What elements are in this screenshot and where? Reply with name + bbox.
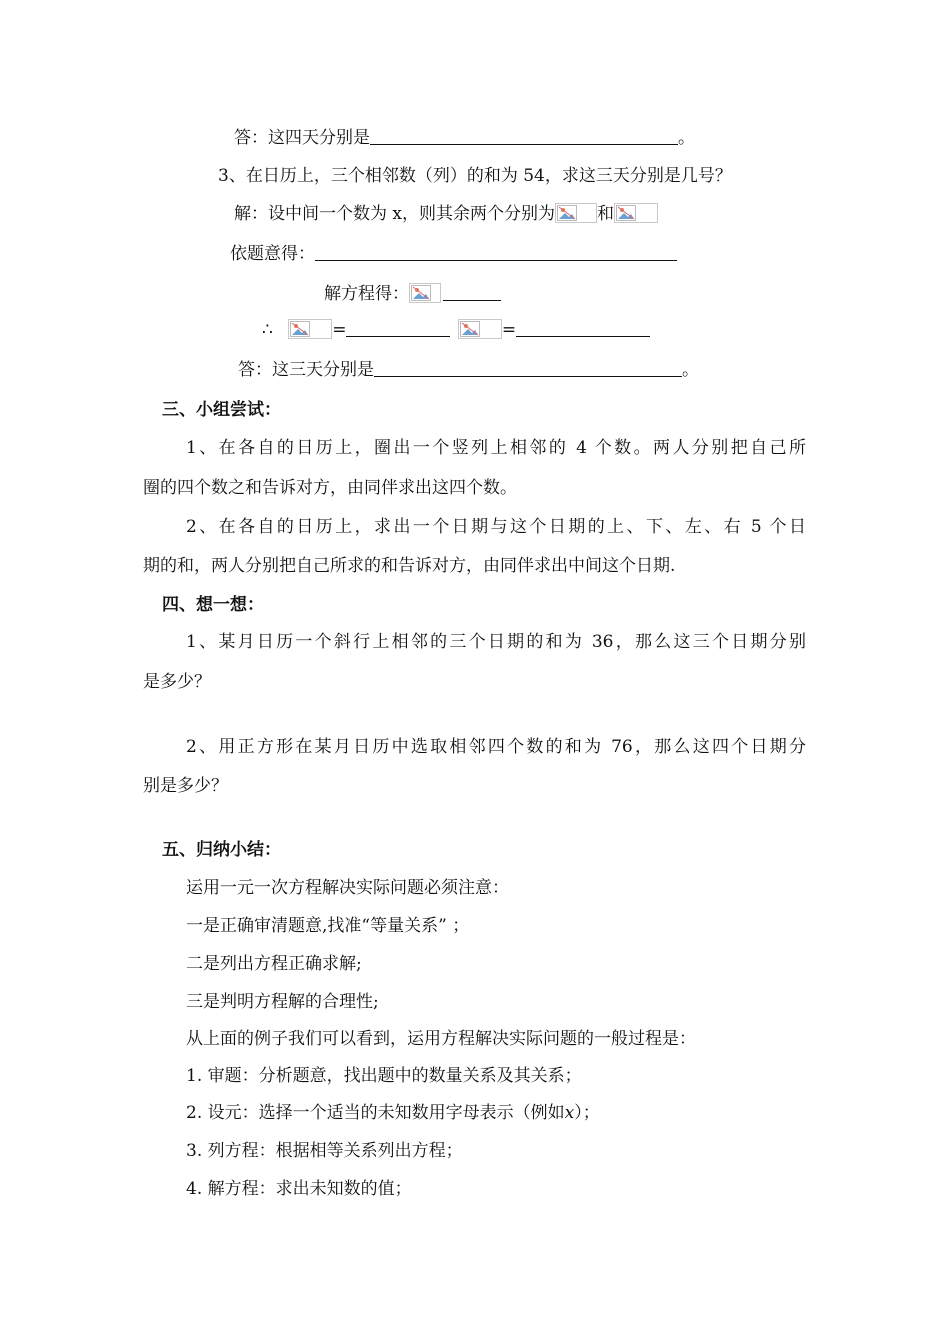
broken-image-icon bbox=[409, 283, 441, 303]
section-heading-think: 四、想一想： bbox=[162, 595, 264, 615]
question-3: 3、在日历上，三个相邻数（列）的和为 54，求这三天分别是几号？ bbox=[218, 166, 732, 186]
broken-image-icon bbox=[288, 319, 332, 339]
broken-image-icon bbox=[555, 203, 597, 223]
therefore-line bbox=[262, 318, 650, 342]
and-text: 和 bbox=[597, 204, 614, 224]
answer-suffix: 。 bbox=[682, 360, 699, 380]
solution-text: 解：设中间一个数为 x，则其余两个分别为 bbox=[234, 204, 555, 224]
summary-line: 运用一元一次方程解决实际问题必须注意： bbox=[186, 878, 509, 898]
step-line: 4. 解方程：求出未知数的值； bbox=[186, 1179, 412, 1199]
question-line: 别是多少？ bbox=[143, 776, 228, 796]
answer-blank bbox=[374, 360, 682, 377]
answer-four-days bbox=[234, 126, 695, 150]
step-text-end: ）； bbox=[574, 1103, 600, 1123]
question-line: 2、用正方形在某月日历中选取相邻四个数的和为 76，那么这四个日期分 bbox=[186, 737, 806, 757]
question-line: 1、某月日历一个斜行上相邻的三个日期的和为 36，那么这三个日期分别 bbox=[186, 632, 806, 652]
answer-prefix: 答：这三天分别是 bbox=[238, 360, 374, 380]
answer-blank-2 bbox=[516, 320, 650, 337]
answer-blank bbox=[370, 128, 678, 145]
step-line bbox=[186, 1101, 600, 1125]
therefore-symbol: ∴ bbox=[262, 320, 273, 340]
summary-line: 二是列出方程正确求解; bbox=[186, 954, 362, 974]
summary-line: 一是正确审清题意,找准“等量关系” ； bbox=[186, 916, 470, 936]
equals-sign: = bbox=[332, 320, 347, 340]
answer-blank-1 bbox=[346, 320, 450, 337]
equation-line bbox=[230, 242, 677, 266]
step-text: 2. 设元：选择一个适当的未知数用字母表示（例如 bbox=[186, 1103, 565, 1123]
solve-blank bbox=[443, 284, 501, 301]
answer-prefix: 答：这四天分别是 bbox=[234, 128, 370, 148]
step-line: 1. 审题：分析题意，找出题中的数量关系及其关系； bbox=[186, 1066, 582, 1086]
equation-label: 依题意得： bbox=[230, 244, 315, 264]
equals-sign: = bbox=[501, 320, 517, 340]
answer-suffix: 。 bbox=[678, 128, 695, 148]
step-line: 3. 列方程：根据相等关系列出方程； bbox=[186, 1141, 463, 1161]
paragraph-line: 期的和，两人分别把自己所求的和告诉对方，由同伴求出中间这个日期. bbox=[143, 556, 676, 576]
section-heading-summary: 五、归纳小结： bbox=[162, 840, 281, 860]
variable-x: x bbox=[564, 1103, 575, 1123]
solve-label: 解方程得： bbox=[324, 284, 409, 304]
paragraph-line: 1、在各自的日历上，圈出一个竖列上相邻的 4 个数。两人分别把自己所 bbox=[186, 438, 806, 458]
paragraph-line: 圈的四个数之和告诉对方，由同伴求出这四个数。 bbox=[143, 478, 517, 498]
section-heading-group-try: 三、小组尝试： bbox=[162, 400, 281, 420]
summary-line: 三是判明方程解的合理性; bbox=[186, 992, 379, 1012]
question-line: 是多少？ bbox=[143, 672, 211, 692]
summary-line: 从上面的例子我们可以看到，运用方程解决实际问题的一般过程是： bbox=[186, 1029, 696, 1049]
paragraph-line: 2、在各自的日历上，求出一个日期与这个日期的上、下、左、右 5 个日 bbox=[186, 517, 806, 537]
equation-blank bbox=[315, 244, 677, 261]
broken-image-icon bbox=[458, 319, 502, 339]
solution-line bbox=[234, 202, 658, 226]
answer-three-days bbox=[238, 358, 699, 382]
solve-line bbox=[324, 282, 501, 306]
broken-image-icon bbox=[614, 203, 658, 223]
